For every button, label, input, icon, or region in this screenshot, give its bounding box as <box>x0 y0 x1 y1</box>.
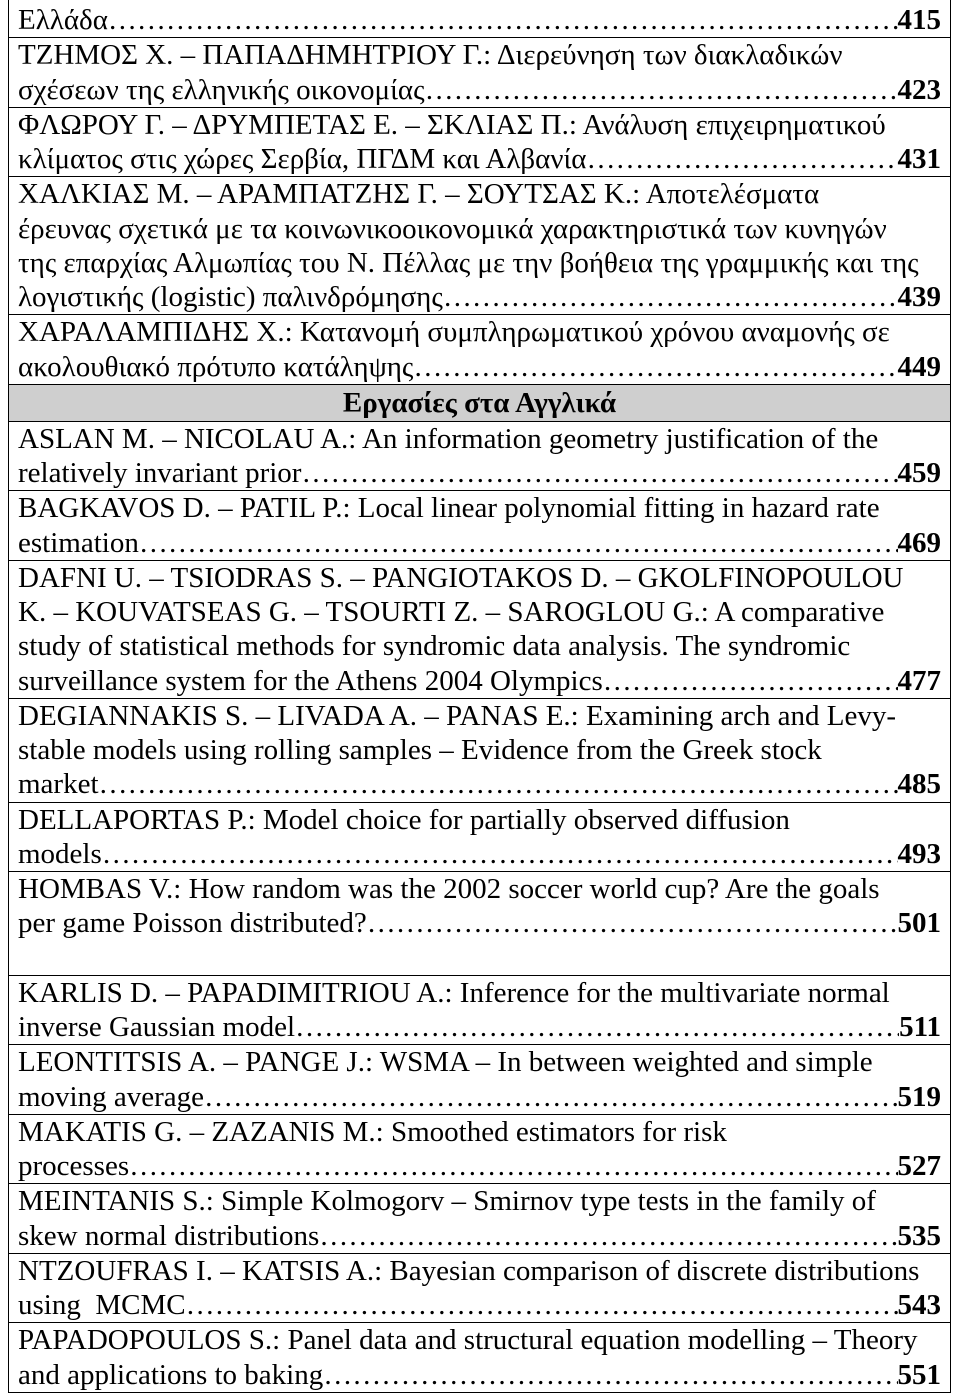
dot-leader <box>108 3 898 37</box>
table-of-contents <box>8 0 951 1393</box>
entry-line: KARLIS D. – PAPADIMITRIOU A.: Inference for the multivariate normal <box>18 976 890 1009</box>
dot-leader <box>129 1149 897 1183</box>
entry-line: DEGIANNAKIS S. – LIVADA A. – PANAS E.: Examining arch and Levy- <box>18 699 897 732</box>
entry-line: έρευνας σχετικά με τα κοινωνικοοικονομικά χαρακτηριστικά των κυνηγών <box>18 212 887 245</box>
entry-line: stable models using rolling samples – Evidence from the Greek stock <box>18 734 822 766</box>
entry-text: inverse Gaussian model <box>18 1011 296 1043</box>
dot-leader <box>186 1288 898 1322</box>
toc-entry <box>9 422 950 492</box>
entry-line: της επαρχίας Αλμωπίας του Ν. Πέλλας με την βοήθεια της γραμμικής και της <box>18 246 919 279</box>
toc-entry <box>9 491 950 561</box>
entry-text: λογιστικής (logistic) παλινδρόμησης <box>18 281 443 313</box>
entry-text: ακολουθιακό πρότυπο κατάληψης <box>18 350 414 383</box>
page-number: 543 <box>897 1289 941 1321</box>
dot-leader <box>319 1219 897 1253</box>
toc-entry <box>9 38 950 108</box>
entry-text: and applications to baking <box>18 1358 324 1391</box>
entry-last-line <box>18 1149 941 1183</box>
entry-line: ΤΖΗΜΟΣ Χ. – ΠΑΠΑΔΗΜΗΤΡΙΟΥ Γ.: Διερεύνηση των διακλαδικών <box>18 39 843 72</box>
entry-last-line <box>18 767 941 801</box>
dot-leader <box>367 906 898 940</box>
dot-leader <box>425 73 898 107</box>
entry-text: σχέσεων της ελληνικής οικονομίας <box>18 73 425 106</box>
entry-text: market <box>18 768 99 801</box>
entry-line: BAGKAVOS D. – PATIL P.: Local linear polynomial fitting in hazard rate <box>18 492 880 525</box>
page-number: 459 <box>897 457 941 489</box>
entry-line: MEINTANIS S.: Simple Kolmogorv – Smirnov type tests in the family of <box>18 1185 876 1218</box>
dot-leader <box>586 142 897 176</box>
entry-line: ΧΑΡΑΛΑΜΠΙΔΗΣ Χ.: Κατανομή συμπληρωματικού χρόνου αναμονής σε <box>18 316 890 349</box>
entry-text: per game Poisson distributed? <box>18 907 367 940</box>
toc-entry <box>9 976 950 1046</box>
section-header: Εργασίες στα Αγγλικά <box>9 385 950 422</box>
toc-entry <box>9 1115 950 1185</box>
entry-line: ΦΛΩΡΟΥ Γ. – ΔΡΥΜΠΕΤΑΣ Ε. – ΣΚΛΙΑΣ Π.: Ανάλυση επιχειρηματικού <box>18 108 886 141</box>
entry-line: LEONTITSIS A. – PANGE J.: WSMA – In between weighted and simple <box>18 1046 873 1079</box>
entry-line: study of statistical methods for syndromic data analysis. The syndromic <box>18 630 851 663</box>
entry-text: surveillance system for the Athens 2004 Olympics <box>18 664 603 697</box>
toc-entry <box>9 1323 950 1393</box>
entry-line: PAPADOPOULOS S.: Panel data and structural equation modelling – Theory <box>18 1324 918 1357</box>
entry-line: MAKATIS G. – ZAZANIS M.: Smoothed estimators for risk <box>18 1115 727 1148</box>
entry-text: κλίματος στις χώρες Σερβία, ΠΓΔΜ και Αλβανία <box>18 143 587 175</box>
dot-leader <box>443 280 898 314</box>
entry-last-line <box>18 350 941 384</box>
dot-leader <box>295 1010 899 1044</box>
entry-line: ΧΑΛΚΙΑΣ Μ. – ΑΡΑΜΠΑΤΖΗΣ Γ. – ΣΟΥΤΣΑΣ Κ.: Αποτελέσματα <box>18 178 820 211</box>
page-number: 477 <box>897 664 941 697</box>
entry-line: NTZOUFRAS I. – KATSIS A.: Bayesian comparison of discrete distributions <box>18 1254 920 1287</box>
entry-text: moving average <box>18 1080 205 1113</box>
entry-text: processes <box>18 1150 130 1182</box>
page-number: 449 <box>897 350 941 383</box>
toc-entry <box>9 108 950 178</box>
blank-line <box>18 941 941 975</box>
toc-entry <box>9 561 950 699</box>
entry-last-line <box>18 1010 941 1044</box>
dot-leader <box>603 664 898 698</box>
entry-text: using MCMC <box>18 1289 186 1321</box>
dot-leader <box>323 1358 897 1392</box>
entry-last-line <box>18 73 941 107</box>
toc-entry <box>9 3 950 38</box>
dot-leader <box>204 1080 897 1114</box>
page-number: 501 <box>897 907 941 940</box>
dot-leader <box>301 456 897 490</box>
entry-text: models <box>18 837 102 870</box>
entry-line: HOMBAS V.: How random was the 2002 soccer world cup? Are the goals <box>18 873 880 905</box>
entry-last-line <box>18 280 941 314</box>
entry-last-line <box>18 664 941 698</box>
page-number: 431 <box>897 143 941 175</box>
page-number: 439 <box>897 281 941 313</box>
entry-last-line <box>18 837 941 871</box>
entry-last-line <box>18 1219 941 1253</box>
entry-text: Ελλάδα <box>18 4 108 36</box>
entry-last-line <box>18 1080 941 1114</box>
dot-leader <box>102 837 898 871</box>
entry-text: relatively invariant prior <box>18 457 302 489</box>
toc-entry <box>9 177 950 315</box>
page-number: 469 <box>897 526 941 559</box>
entry-last-line <box>18 142 941 176</box>
page-number: 493 <box>897 837 941 870</box>
page-number: 511 <box>899 1011 941 1043</box>
page-number: 551 <box>897 1358 941 1391</box>
toc-entry <box>9 1184 950 1254</box>
entry-text: estimation <box>18 526 139 559</box>
page-number: 535 <box>897 1219 941 1252</box>
toc-entry <box>9 315 950 385</box>
entry-last-line <box>18 1358 941 1392</box>
toc-entry <box>9 803 950 873</box>
entry-last-line <box>18 906 941 940</box>
toc-entry <box>9 872 950 976</box>
entry-text: skew normal distributions <box>18 1219 320 1252</box>
entry-line: DAFNI U. – TSIODRAS S. – PANGIOTAKOS D. – GKOLFINOPOULOU <box>18 561 904 594</box>
toc-entry <box>9 699 950 803</box>
entry-line: ASLAN M. – NICOLAU A.: An information geometry justification of the <box>18 422 879 455</box>
entry-line: K. – KOUVATSEAS G. – TSOURTI Z. – SAROGLOU G.: A comparative <box>18 596 885 628</box>
toc-entry <box>9 1045 950 1115</box>
page-number: 423 <box>897 73 941 106</box>
entry-line: DELLAPORTAS P.: Model choice for partially observed diffusion <box>18 803 790 836</box>
page-number: 527 <box>897 1150 941 1182</box>
toc-entry <box>9 1254 950 1324</box>
entry-last-line <box>18 526 941 560</box>
page-number: 485 <box>897 768 941 801</box>
entry-last-line <box>18 3 941 37</box>
dot-leader <box>139 526 898 560</box>
dot-leader <box>413 350 897 384</box>
dot-leader <box>99 767 898 801</box>
entry-last-line <box>18 1288 941 1322</box>
entry-last-line <box>18 456 941 490</box>
page-number: 519 <box>897 1080 941 1113</box>
page-number: 415 <box>897 4 941 36</box>
